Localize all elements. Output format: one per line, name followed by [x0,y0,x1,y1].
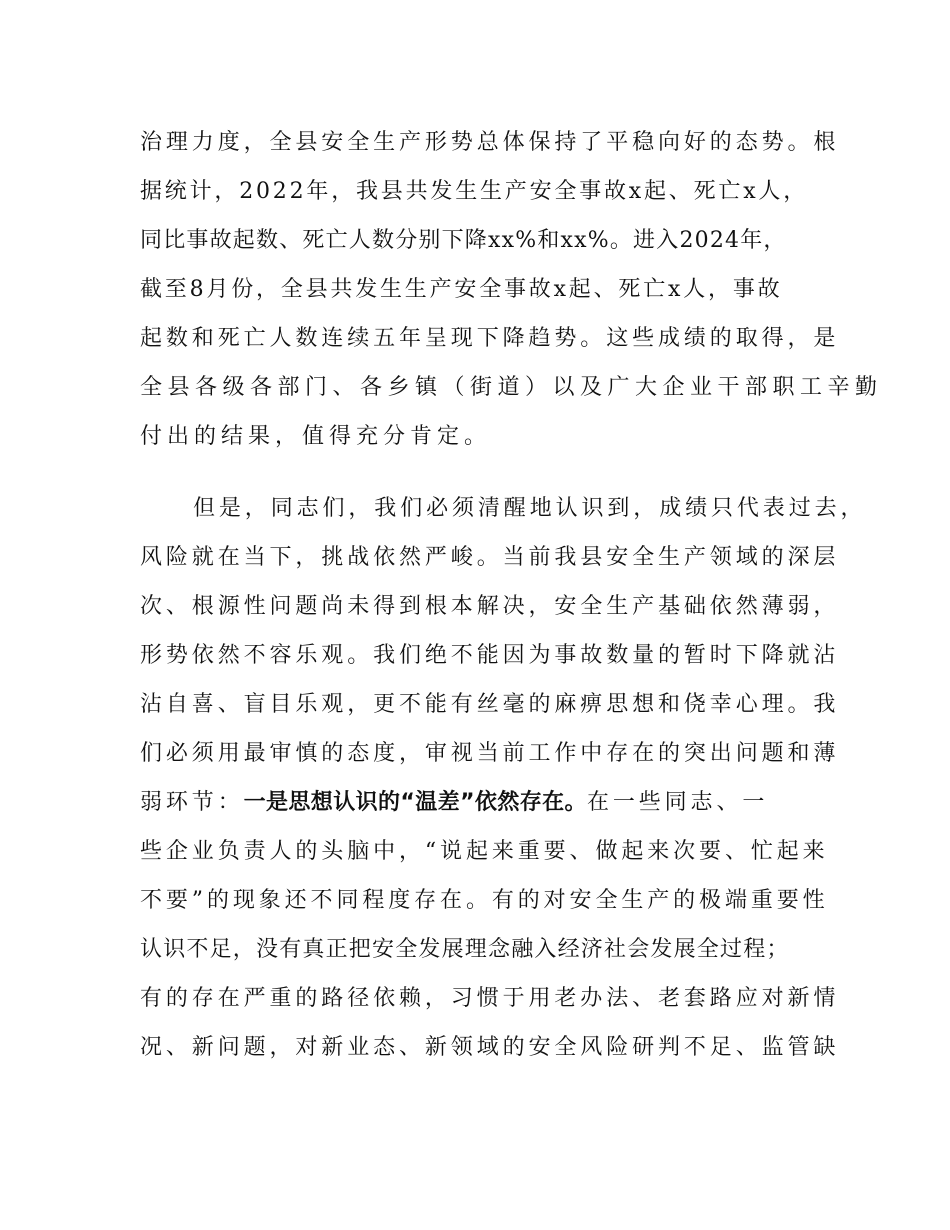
paragraph-line: 认识不足，没有真正把安全发展理念融入经济社会发展全过程； [140,937,790,962]
paragraph-line: 但是，同志们，我们必须清醒地认识到，成绩只代表过去， [193,496,867,521]
line-prefix: 弱环节： [140,790,244,815]
paragraph-line-with-emphasis [140,778,820,827]
paragraph-line: 付出的结果，值得充分肯定。 [140,424,492,449]
paragraph-line: 风险就在当下，挑战依然严峻。当前我县安全生产领域的深层 [140,545,840,570]
paragraph-line: 据统计，2022年，我县共发生生产安全事故x起、死亡x人， [140,179,809,204]
paragraph-line: 些企业负责人的头脑中，“说起来重要、做起来次要、忙起来 [140,839,829,864]
line-suffix: 在一些同志、一 [586,790,769,815]
paragraph-line: 全县各级各部门、各乡镇（街道）以及广大企业干部职工辛勤 [140,375,883,400]
paragraph-line: 们必须用最审慎的态度，审视当前工作中存在的突出问题和薄 [140,741,840,766]
emphasis-heading: 一是思想认识的“温差”依然存在。 [243,790,587,815]
paragraph-line: 不要”的现象还不同程度存在。有的对安全生产的极端重要性 [140,888,829,913]
paragraph-line: 同比事故起数、死亡人数分别下降xx%和xx%。进入2024年， [140,228,787,253]
paragraph-line: 况、新问题，对新业态、新领域的安全风险研判不足、监管缺 [140,1035,840,1060]
paragraph-line: 截至8月份，全县共发生生产安全事故x起、死亡x人，事故 [140,277,783,302]
paragraph-line: 起数和死亡人数连续五年呈现下降趋势。这些成绩的取得，是 [140,326,840,351]
paragraph-line: 治理力度，全县安全生产形势总体保持了平稳向好的态势。根 [140,130,840,155]
paragraph-line: 次、根源性问题尚未得到根本解决，安全生产基础依然薄弱， [140,594,840,619]
paragraph-line: 形势依然不容乐观。我们绝不能因为事故数量的暂时下降就沾 [140,643,840,668]
paragraph-line: 沾自喜、盲目乐观，更不能有丝毫的麻痹思想和侥幸心理。我 [140,692,840,717]
paragraph-line: 有的存在严重的路径依赖，习惯于用老办法、老套路应对新情 [140,986,840,1011]
